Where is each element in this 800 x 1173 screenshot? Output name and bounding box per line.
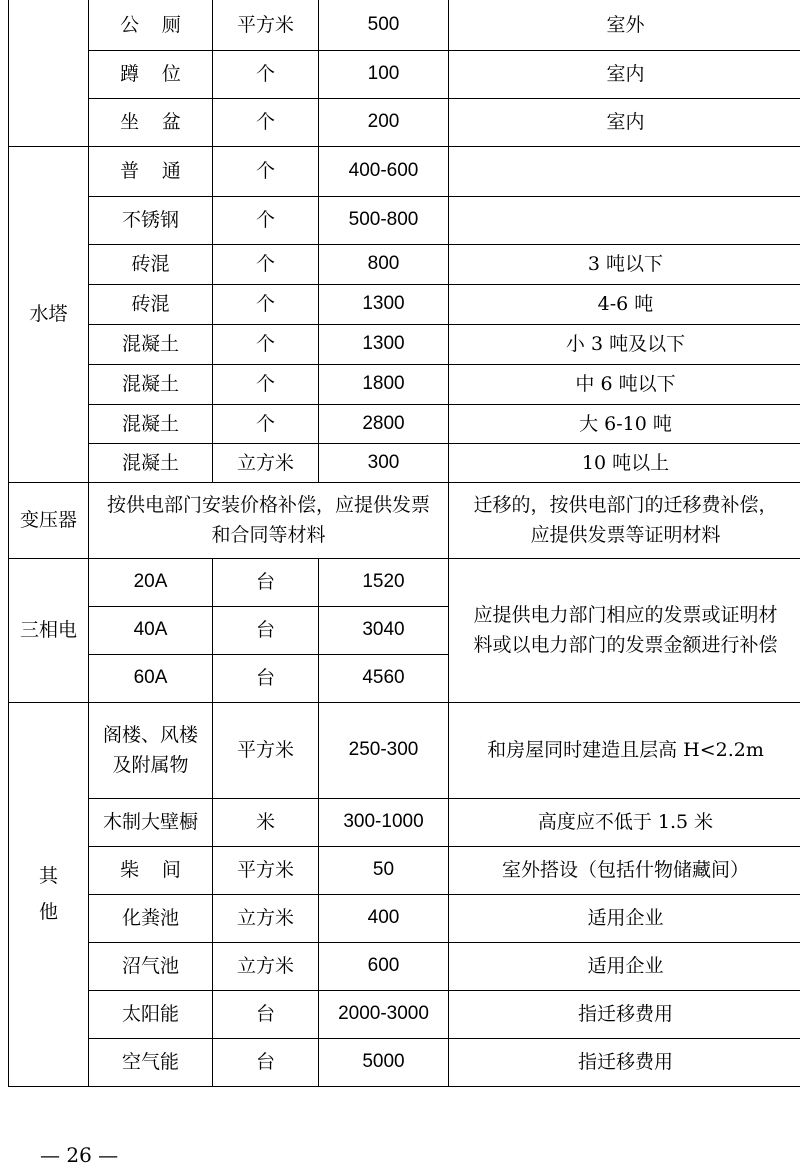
- category-other-line1: 其: [38, 865, 58, 887]
- unit-cell: 立方米: [213, 443, 319, 482]
- item-cell: 40A: [89, 606, 213, 654]
- unit-cell: 个: [213, 146, 319, 196]
- item-cell: 普通: [89, 146, 213, 196]
- item-cell: 太阳能: [89, 990, 213, 1038]
- price-cell: 1300: [319, 324, 449, 364]
- table-row: [9, 443, 800, 482]
- price-cell: 2000-3000: [319, 990, 449, 1038]
- item-cell: 砖混: [89, 244, 213, 284]
- note-cell: 和房屋同时建造且层高 H<2.2m: [449, 702, 800, 798]
- price-cell: 1800: [319, 364, 449, 404]
- item-attic-line2: 及附属物: [112, 754, 189, 776]
- unit-cell: 个: [213, 404, 319, 443]
- item-cell: 20A: [89, 558, 213, 606]
- note-cell: [449, 196, 800, 244]
- item-cell: 砖混: [89, 284, 213, 324]
- note-cell: 中 6 吨以下: [449, 364, 800, 404]
- unit-cell: 个: [213, 244, 319, 284]
- item-cell: 空气能: [89, 1038, 213, 1086]
- table-row: [9, 942, 800, 990]
- item-cell: 60A: [89, 654, 213, 702]
- note-cell: 适用企业: [449, 894, 800, 942]
- three-phase-note: [449, 558, 800, 702]
- table-row: [9, 404, 800, 443]
- transformer-move-note: [449, 482, 800, 558]
- item-cell: 坐盆: [89, 98, 213, 146]
- transformer-move-line2: 应提供发票等证明材料: [530, 524, 721, 546]
- table-row: [9, 990, 800, 1038]
- transformer-install-note: [89, 482, 449, 558]
- item-cell: 混凝土: [89, 324, 213, 364]
- page-number: — 26 —: [40, 1143, 119, 1167]
- note-cell: 高度应不低于 1.5 米: [449, 798, 800, 846]
- compensation-table: [8, 0, 800, 1087]
- note-cell: 4-6 吨: [449, 284, 800, 324]
- price-cell: 50: [319, 846, 449, 894]
- note-cell: [449, 146, 800, 196]
- transformer-move-line1: 迁移的，按供电部门的迁移费补偿，: [473, 494, 778, 516]
- item-cell: 混凝土: [89, 364, 213, 404]
- category-transformer: 变压器: [9, 482, 89, 558]
- item-cell: 化粪池: [89, 894, 213, 942]
- unit-cell: 台: [213, 990, 319, 1038]
- category-water-tower: 水塔: [9, 146, 89, 482]
- unit-cell: 米: [213, 798, 319, 846]
- unit-cell: 平方米: [213, 846, 319, 894]
- unit-cell: 个: [213, 324, 319, 364]
- note-cell: 指迁移费用: [449, 1038, 800, 1086]
- table-row: [9, 146, 800, 196]
- unit-cell: 台: [213, 606, 319, 654]
- unit-cell: 立方米: [213, 894, 319, 942]
- transformer-install-line1: 按供电部门安装价格补偿，应提供发票: [106, 494, 430, 516]
- unit-cell: 台: [213, 1038, 319, 1086]
- three-phase-note-line1: 应提供电力部门相应的发票或证明材: [473, 604, 778, 626]
- note-cell: 室外: [449, 0, 800, 50]
- table-row: [9, 846, 800, 894]
- item-cell: [89, 702, 213, 798]
- price-cell: 400-600: [319, 146, 449, 196]
- unit-cell: 个: [213, 50, 319, 98]
- table-row: [9, 558, 800, 606]
- price-cell: 2800: [319, 404, 449, 443]
- table-row: [9, 894, 800, 942]
- unit-cell: 个: [213, 196, 319, 244]
- category-other: [9, 702, 89, 1086]
- table-row: [9, 1038, 800, 1086]
- three-phase-note-line2: 料或以电力部门的发票金额进行补偿: [473, 634, 778, 656]
- item-cell: 不锈钢: [89, 196, 213, 244]
- item-cell: 公厕: [89, 0, 213, 50]
- price-cell: 1300: [319, 284, 449, 324]
- unit-cell: 台: [213, 558, 319, 606]
- unit-cell: 个: [213, 364, 319, 404]
- price-cell: 5000: [319, 1038, 449, 1086]
- price-cell: 250-300: [319, 702, 449, 798]
- table-row: [9, 244, 800, 284]
- table-row: [9, 196, 800, 244]
- category-three-phase: 三相电: [9, 558, 89, 702]
- unit-cell: 立方米: [213, 942, 319, 990]
- table-row: [9, 324, 800, 364]
- table-row: [9, 50, 800, 98]
- table-row: [9, 702, 800, 798]
- price-cell: 500: [319, 0, 449, 50]
- note-cell: 适用企业: [449, 942, 800, 990]
- note-cell: 室内: [449, 98, 800, 146]
- note-cell: 室外搭设（包括什物储藏间）: [449, 846, 800, 894]
- item-cell: 木制大壁橱: [89, 798, 213, 846]
- price-cell: 3040: [319, 606, 449, 654]
- table-row: [9, 482, 800, 558]
- category-other-line2: 他: [38, 901, 58, 923]
- table-row: [9, 0, 800, 50]
- note-cell: 指迁移费用: [449, 990, 800, 1038]
- note-cell: 室内: [449, 50, 800, 98]
- item-cell: 柴间: [89, 846, 213, 894]
- price-cell: 100: [319, 50, 449, 98]
- transformer-install-line2: 和合同等材料: [211, 524, 326, 546]
- price-cell: 800: [319, 244, 449, 284]
- item-cell: 沼气池: [89, 942, 213, 990]
- price-cell: 600: [319, 942, 449, 990]
- note-cell: 10 吨以上: [449, 443, 800, 482]
- price-cell: 500-800: [319, 196, 449, 244]
- item-cell: 混凝土: [89, 404, 213, 443]
- note-cell: 3 吨以下: [449, 244, 800, 284]
- note-cell: 小 3 吨及以下: [449, 324, 800, 364]
- item-attic-line1: 阁楼、风楼: [102, 724, 198, 746]
- table-row: [9, 98, 800, 146]
- unit-cell: 平方米: [213, 702, 319, 798]
- price-cell: 4560: [319, 654, 449, 702]
- unit-cell: 个: [213, 284, 319, 324]
- item-cell: 混凝土: [89, 443, 213, 482]
- price-cell: 200: [319, 98, 449, 146]
- table-row: [9, 364, 800, 404]
- note-cell: 大 6-10 吨: [449, 404, 800, 443]
- price-cell: 300: [319, 443, 449, 482]
- price-cell: 1520: [319, 558, 449, 606]
- price-cell: 400: [319, 894, 449, 942]
- price-cell: 300-1000: [319, 798, 449, 846]
- table-row: [9, 284, 800, 324]
- item-cell: 蹲位: [89, 50, 213, 98]
- table-row: [9, 798, 800, 846]
- unit-cell: 个: [213, 98, 319, 146]
- category-cell-empty: [9, 0, 89, 146]
- unit-cell: 平方米: [213, 0, 319, 50]
- unit-cell: 台: [213, 654, 319, 702]
